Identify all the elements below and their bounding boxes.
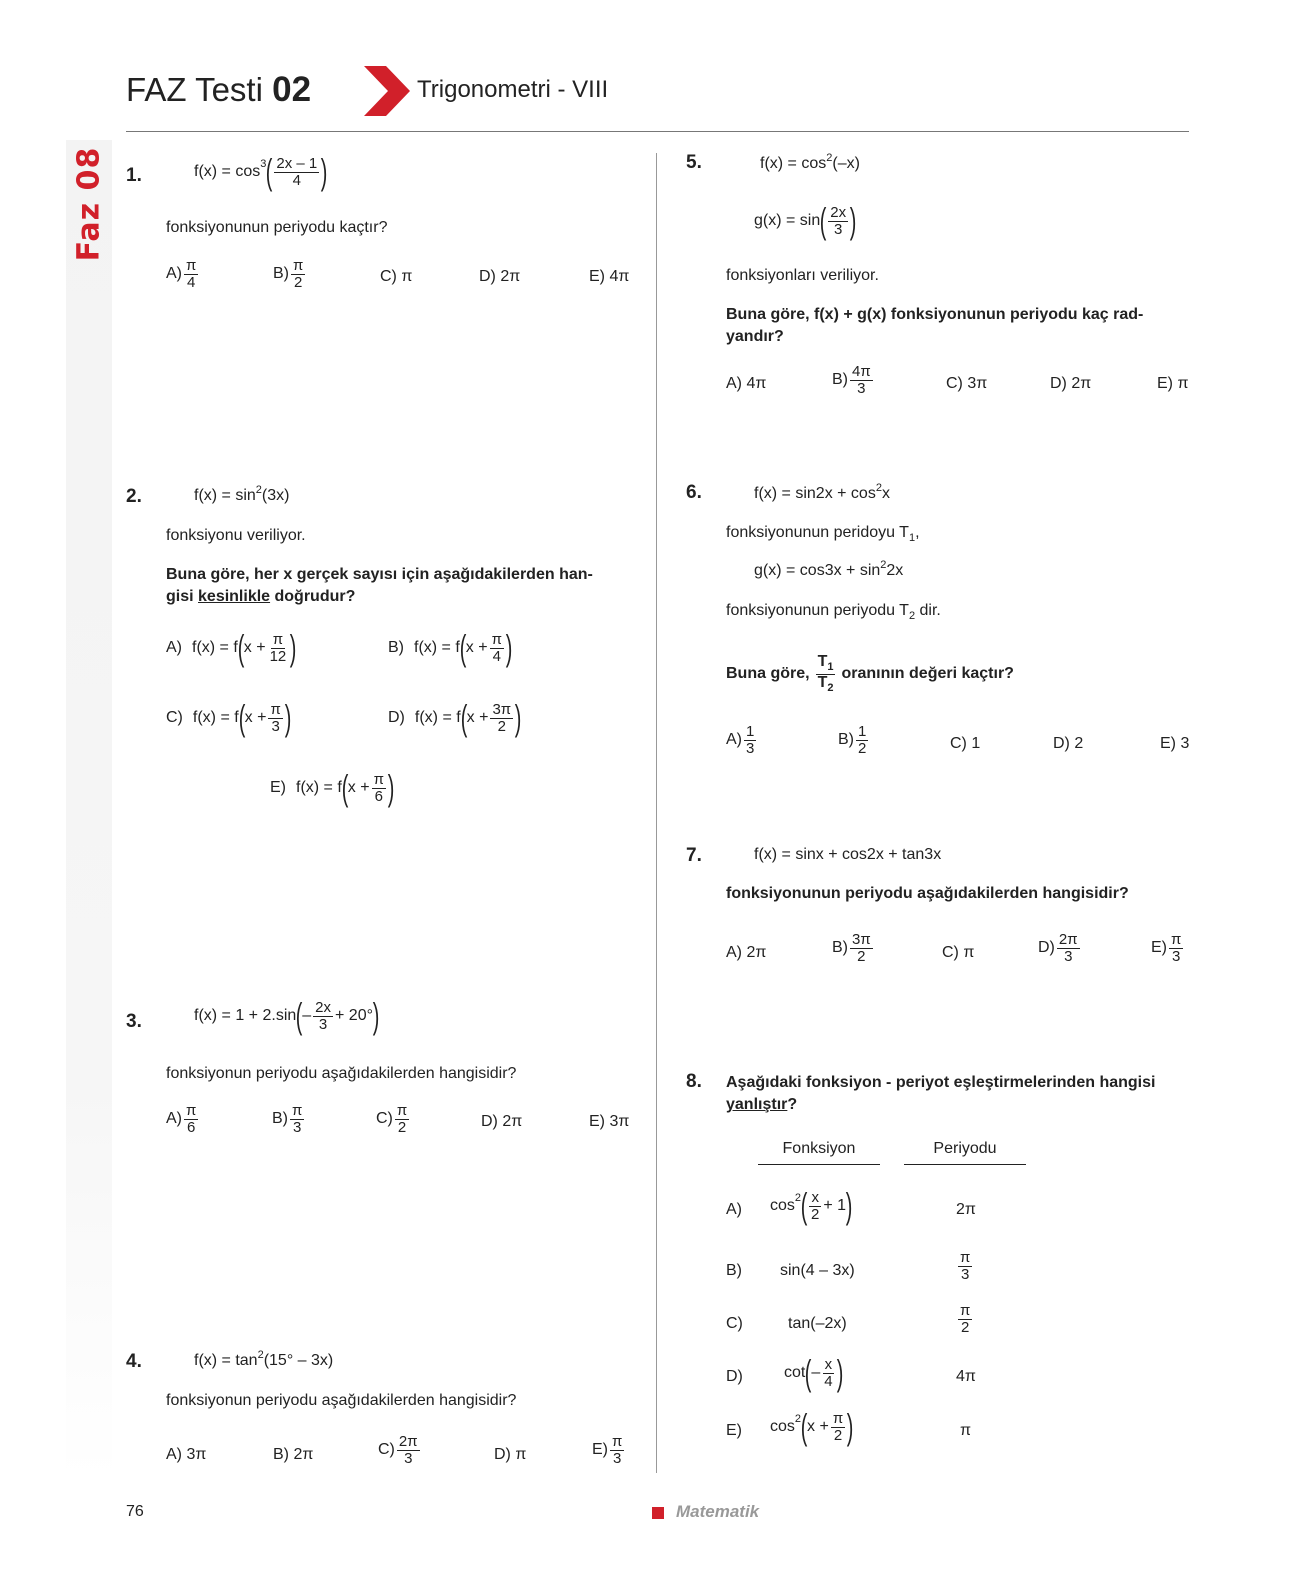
column-divider [656,153,657,1473]
question-4-option-b[interactable]: B) 2π [273,1446,314,1463]
question-5-option-d[interactable]: D) 2π [1050,375,1092,392]
question-1-option-c[interactable]: C) π [380,268,413,285]
question-7-option-a[interactable]: A) 2π [726,944,767,961]
question-7-number: 7. [686,845,702,866]
question-5-f-function: f(x) = cos $^2$ (–x) [760,152,860,172]
question-8-text-line2: yanlıştır? [726,1096,798,1113]
question-8-option-d-period: 4π [956,1368,976,1385]
question-3-text: fonksiyonun periyodu aşağıdakilerden hangisidir? [166,1065,517,1082]
question-4-option-a[interactable]: A) 3π [166,1446,207,1463]
question-2-text-line2: gisi kesinlikle doğrudur? [166,588,356,605]
question-2-option-b[interactable]: B) f(x) = f ( x + $\frac{\pi}{4}$ ) [388,627,513,668]
question-5-option-e[interactable]: E) π [1157,375,1189,392]
question-4-option-e[interactable]: E) $\frac{\pi}{3}$ [592,1433,623,1467]
question-6-t2-text: fonksiyonunun periyodu $T_2$ dir. [726,602,941,623]
side-label: Faz 08 [71,146,107,262]
question-8-option-a-label[interactable]: A) [726,1201,742,1218]
question-4-number: 4. [126,1351,142,1372]
question-5-option-a[interactable]: A) 4π [726,375,767,392]
question-3-option-b[interactable]: B) $\frac{\pi}{3}$ [272,1102,303,1136]
question-2-function: f(x) = sin $^2$ (3x) [194,484,290,504]
question-1-function: f(x) = cos $^3$ ( $\frac{2x - 1}{4}$ ) [194,151,328,192]
question-6-number: 6. [686,482,702,503]
question-3-option-d[interactable]: D) 2π [481,1113,523,1130]
question-8-text-line1: Aşağıdaki fonksiyon - periyot eşleştirmelerinden hangisi [726,1074,1156,1091]
question-2-option-c[interactable]: C) f(x) = f ( x + $\frac{\pi}{3}$ ) [166,697,292,738]
question-8-option-e-label[interactable]: E) [726,1422,742,1439]
footer-subject: Matematik [676,1502,760,1521]
question-6-option-a[interactable]: A) $\frac{1}{3}$ [726,723,755,757]
question-8-option-d-function: cot ( – $\frac{x}{4}$ ) [784,1352,843,1393]
question-8-number: 8. [686,1071,702,1092]
question-8-option-d-label[interactable]: D) [726,1368,743,1385]
question-2-text-line1: Buna göre, her x gerçek sayısı için aşağıdakilerden han- [166,566,593,583]
question-5-g-function: g(x) = sin ( $\frac{2x}{3}$ ) [754,200,857,241]
question-6-t1-text: fonksiyonunun peridoyu $T_1$, [726,524,920,545]
question-2-option-a[interactable]: A) f(x) = f ( x + $\frac{\pi}{12}$ ) [166,627,297,668]
question-1-text: fonksiyonunun periyodu kaçtır? [166,219,388,236]
question-7-function: f(x) = sinx + cos2x + tan3x [754,846,942,863]
question-2-given: fonksiyonu veriliyor. [166,527,306,544]
question-3-option-a[interactable]: A) $\frac{\pi}{6}$ [166,1102,197,1136]
question-6-option-b[interactable]: B) $\frac{1}{2}$ [838,723,867,757]
question-4-function: f(x) = tan $^2$ (15° – 3x) [194,1349,334,1369]
question-7-option-d[interactable]: D) $\frac{2\pi}{3}$ [1038,931,1078,965]
question-2-option-e[interactable]: E) f(x) = f ( x + $\frac{\pi}{6}$ ) [270,767,395,808]
side-strip [66,140,112,1480]
question-6-option-c[interactable]: C) 1 [950,735,981,752]
question-5-option-b[interactable]: B) $\frac{4\pi}{3}$ [832,363,871,397]
question-4-option-d[interactable]: D) π [494,1446,527,1463]
header-divider [126,131,1189,132]
question-5-given: fonksiyonları veriliyor. [726,267,879,284]
question-3-function: f(x) = 1 + 2.sin ( – $\frac{2x}{3}$ + 20° ) [194,995,380,1036]
test-title: FAZ Testi 02 [126,70,312,109]
question-8-option-e-function: cos $^2$ ( x + $\frac{\pi}{2}$ ) [770,1406,854,1447]
question-7-option-e[interactable]: E) $\frac{\pi}{3}$ [1151,931,1182,965]
question-4-option-c[interactable]: C) $\frac{2\pi}{3}$ [378,1433,418,1467]
question-8-option-b-function: sin(4 – 3x) [780,1262,855,1279]
page-number: 76 [126,1503,144,1520]
question-5-text-line2: yandır? [726,328,784,345]
table-header-function: Fonksiyon [758,1140,880,1165]
question-1-number: 1. [126,165,142,186]
question-8-option-b-label[interactable]: B) [726,1262,742,1279]
question-8-option-c-label[interactable]: C) [726,1315,743,1332]
question-1-option-a[interactable]: A) $\frac{\pi}{4}$ [166,257,197,291]
question-1-option-d[interactable]: D) 2π [479,268,521,285]
question-5-text-line1: Buna göre, f(x) + g(x) fonksiyonunun periyodu kaç rad- [726,306,1144,323]
chevron-right-icon [364,66,412,116]
question-7-option-b[interactable]: B) $\frac{3\pi}{2}$ [832,931,871,965]
question-8-option-c-function: tan(–2x) [788,1315,847,1332]
question-6-f-function: f(x) = sin2x + cos $^2$ x [754,482,890,502]
table-header-period: Periyodu [904,1140,1026,1165]
question-7-option-c[interactable]: C) π [942,944,975,961]
question-7-text: fonksiyonunun periyodu aşağıdakilerden hangisidir? [726,885,1129,902]
test-number: 02 [272,70,312,109]
question-4-text: fonksiyonun periyodu aşağıdakilerden hangisidir? [166,1392,517,1409]
question-3-number: 3. [126,1011,142,1032]
question-5-option-c[interactable]: C) 3π [946,375,988,392]
question-8-option-a-period: 2π [956,1201,976,1218]
question-8-option-b-period: $\frac{\pi}{3}$ [960,1249,971,1283]
question-3-option-e[interactable]: E) 3π [589,1113,630,1130]
question-8-option-e-period: π [960,1422,972,1439]
question-1-option-e[interactable]: E) 4π [589,268,630,285]
question-8-option-c-period: $\frac{\pi}{2}$ [960,1302,971,1336]
question-6-text: Buna göre, $\frac{T_1}{T_2}$ oranının değeri kaçtır? [726,653,1014,694]
question-6-option-d[interactable]: D) 2 [1053,735,1084,752]
question-2-number: 2. [126,486,142,507]
question-2-option-d[interactable]: D) f(x) = f ( x + $\frac{3\pi}{2}$ ) [388,697,522,738]
test-subtitle: Trigonometri - VIII [417,76,609,103]
question-6-g-function: g(x) = cos3x + sin $^2$ 2x [754,559,904,579]
question-5-number: 5. [686,152,702,173]
question-6-option-e[interactable]: E) 3 [1160,735,1190,752]
question-1-option-b[interactable]: B) $\frac{\pi}{2}$ [273,257,304,291]
question-3-option-c[interactable]: C) $\frac{\pi}{2}$ [376,1102,408,1136]
square-icon [652,1507,664,1519]
question-8-option-a-function: cos $^2$ ( $\frac{x}{2}$ + 1 ) [770,1185,853,1226]
